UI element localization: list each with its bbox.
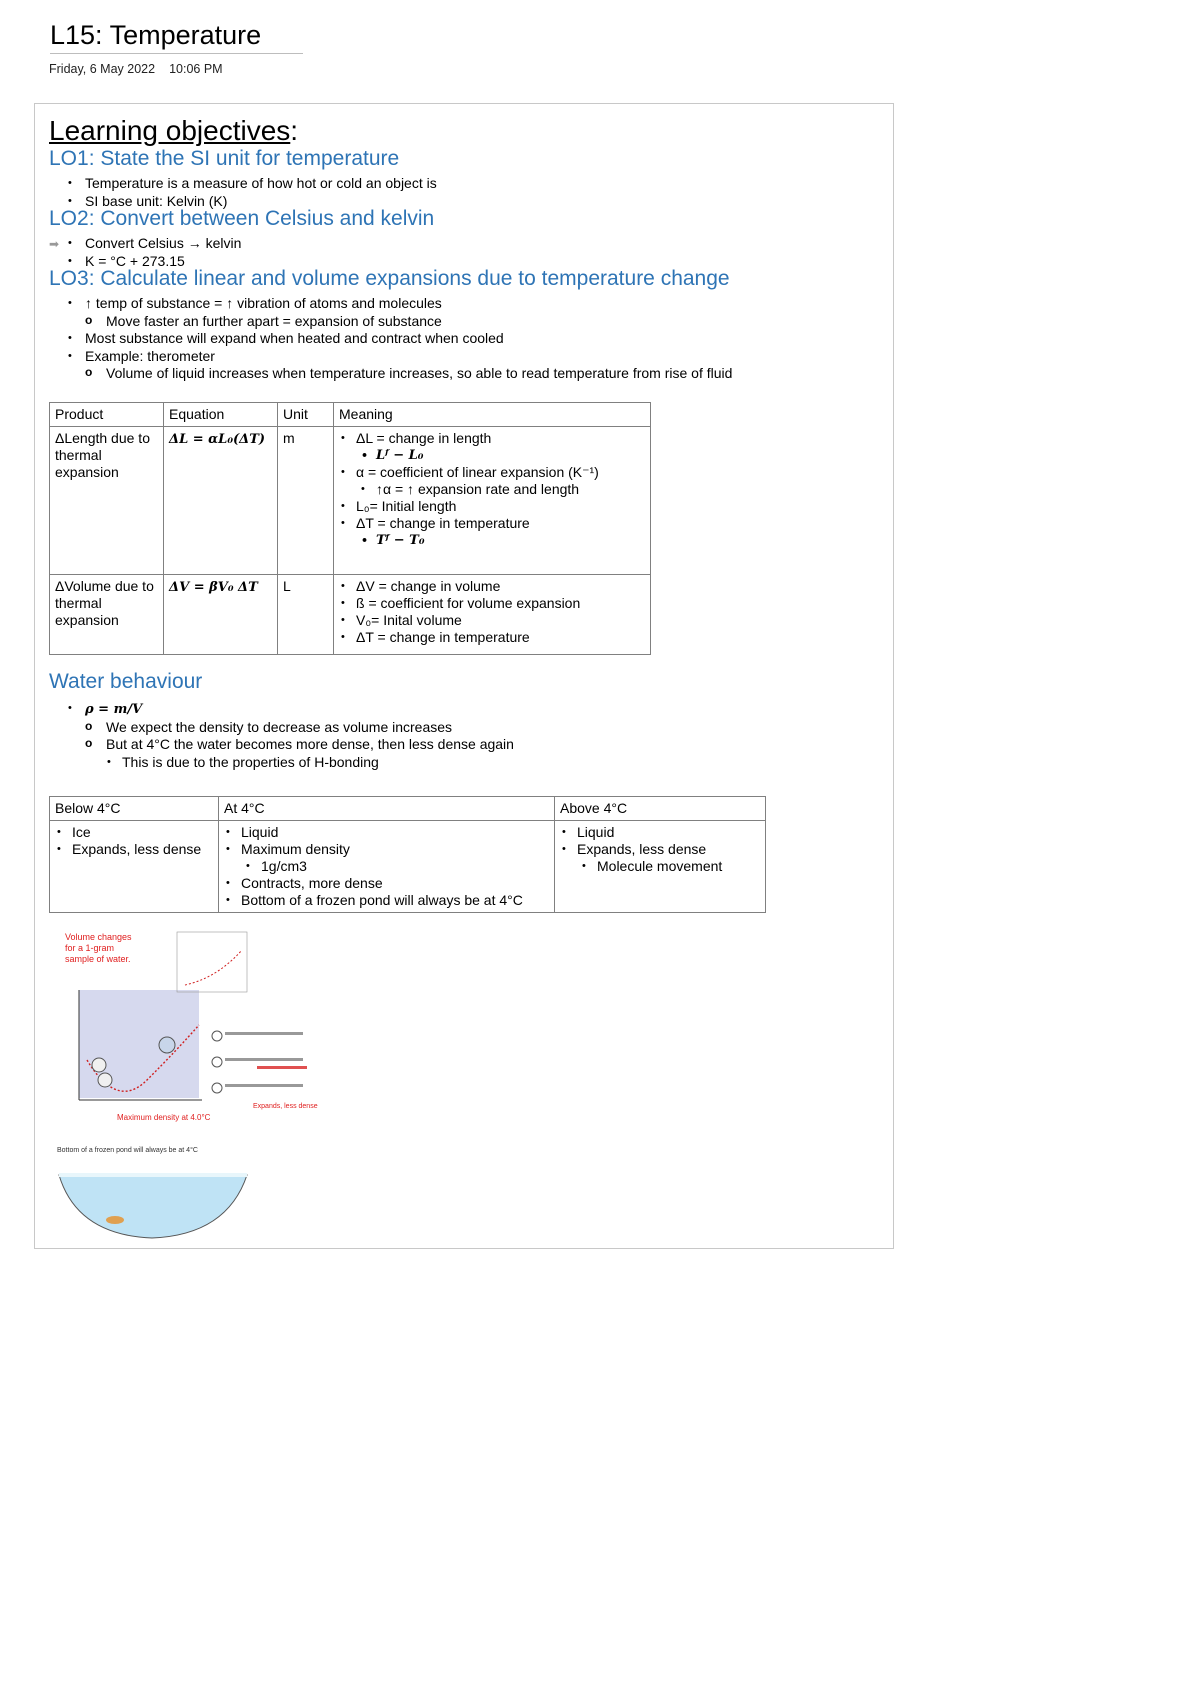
list-item: • ΔL = change in length: [339, 430, 645, 447]
page-date: Friday, 6 May 2022: [49, 62, 156, 76]
table-cell: [555, 821, 766, 913]
list-item: o Volume of liquid increases when temperature increases, so able to read temperature from rise of fluid: [66, 365, 732, 383]
table-cell: [50, 821, 219, 913]
lo3-list: [66, 295, 732, 383]
list-item: • 1g/cm3: [224, 858, 549, 875]
list-item: • Molecule movement: [560, 858, 760, 875]
frozen-pond-figure: [57, 1140, 257, 1240]
table-cell: [334, 575, 651, 655]
molecule-icon: [98, 1073, 112, 1087]
list-item: [66, 700, 514, 719]
list-item: • K = °C + 273.15: [66, 253, 241, 271]
lo2-list: [66, 235, 241, 270]
objectives-heading: Learning objectives:: [49, 115, 299, 146]
molecule-icon: [159, 1037, 175, 1053]
list-item: • α = coefficient of linear expansion (K⁻¹): [339, 464, 645, 481]
list-item: • ↑α = ↑ expansion rate and length: [339, 481, 645, 498]
list-item: • This is due to the properties of H-bonding: [66, 754, 514, 772]
table-header: Above 4°C: [555, 797, 766, 821]
figure-caption: for a 1-gram: [65, 943, 115, 953]
table-cell: [334, 427, 651, 575]
arrow-marker-icon: ➡: [49, 237, 60, 251]
list-item: • Expands, less dense: [55, 841, 213, 858]
list-item: • SI base unit: Kelvin (K): [66, 193, 437, 211]
lo3-heading: LO3: Calculate linear and volume expansions due to temperature change: [49, 267, 730, 290]
table-header-row: [50, 797, 766, 821]
table-cell: L: [278, 575, 334, 655]
list-item: • Expands, less dense: [560, 841, 760, 858]
table-header: Below 4°C: [50, 797, 219, 821]
list-item: • ΔT = change in temperature: [339, 515, 645, 532]
page-timestamp: [49, 62, 237, 76]
page-title: L15: Temperature: [50, 20, 303, 54]
list-item: • Temperature is a measure of how hot or cold an object is: [66, 175, 437, 193]
pond-caption: Bottom of a frozen pond will always be at 4°C: [57, 1147, 198, 1154]
water-list: [66, 700, 514, 771]
list-item: • Most substance will expand when heated and contract when cooled: [66, 330, 732, 348]
lo1-list: [66, 175, 437, 210]
table-header: Equation: [164, 403, 278, 427]
table-header: Unit: [278, 403, 334, 427]
lo1-heading: LO1: State the SI unit for temperature: [49, 147, 400, 170]
list-item: • Contracts, more dense: [224, 875, 549, 892]
list-item: • L₀= Initial length: [339, 498, 645, 515]
figure-bottom-caption: Maximum density at 4.0°C: [117, 1113, 211, 1122]
note3-text-icon: [225, 1084, 303, 1087]
note1-text-icon: [225, 1032, 303, 1035]
water-heading: Water behaviour: [49, 670, 203, 693]
list-item: • Maximum density: [224, 841, 549, 858]
water-table: [49, 796, 766, 913]
list-item: • V₀= Inital volume: [339, 612, 645, 629]
note2-icon: [212, 1057, 222, 1067]
list-item: o We expect the density to decrease as volume increases: [66, 719, 514, 737]
list-item: o But at 4°C the water becomes more dense, then less dense again: [66, 736, 514, 754]
list-item: • Tᶠ − T₀: [339, 532, 645, 549]
lo2-heading: LO2: Convert between Celsius and kelvin: [49, 207, 435, 230]
list-item: • ΔV = change in volume: [339, 578, 645, 595]
note2-text-icon: [225, 1058, 303, 1061]
table-header-row: [50, 403, 651, 427]
inset-plot: [177, 932, 247, 992]
table-row: [50, 575, 651, 655]
list-item: • Convert Celsius → kelvin: [66, 235, 241, 253]
list-item: • Example: therometer: [66, 348, 732, 366]
figure-caption: sample of water.: [65, 954, 131, 964]
table-cell: [164, 575, 278, 655]
list-item: • ↑ temp of substance = ↑ vibration of atoms and molecules: [66, 295, 732, 313]
pond-water: [59, 1175, 247, 1238]
density-formula: ρ = m/V: [85, 702, 143, 717]
note3-icon: [212, 1083, 222, 1093]
list-item: • ΔT = change in temperature: [339, 629, 645, 646]
list-item: • Bottom of a frozen pond will always be at 4°C: [224, 892, 549, 909]
equation: ΔV = βV₀ ΔT: [169, 580, 258, 595]
note3-red-text: Expands, less dense: [253, 1103, 318, 1110]
table-cell: ΔVolume due to thermal expansion: [50, 575, 164, 655]
table-cell: [219, 821, 555, 913]
inset-curve: [185, 950, 242, 985]
note2-red-icon: [257, 1066, 307, 1069]
list-item: • Liquid: [224, 824, 549, 841]
table-cell: m: [278, 427, 334, 575]
list-item: • Liquid: [560, 824, 760, 841]
table-cell: [164, 427, 278, 575]
table-cell: ΔLength due to thermal expansion: [50, 427, 164, 575]
molecule-icon: [92, 1058, 106, 1072]
page-time: 10:06 PM: [169, 62, 223, 76]
fish-icon: [106, 1216, 124, 1224]
table-row: [50, 427, 651, 575]
list-item: • ß = coefficient for volume expansion: [339, 595, 645, 612]
table-header: At 4°C: [219, 797, 555, 821]
table-header: Product: [50, 403, 164, 427]
water-volume-figure: [57, 930, 367, 1130]
note1-icon: [212, 1031, 222, 1041]
list-item: • Ice: [55, 824, 213, 841]
list-item: o Move faster an further apart = expansion of substance: [66, 313, 732, 331]
table-header: Meaning: [334, 403, 651, 427]
list-item: • Lᶠ − L₀: [339, 447, 645, 464]
figure-caption: Volume changes: [65, 932, 132, 942]
table-row: [50, 821, 766, 913]
expansion-table: [49, 402, 651, 655]
equation: ΔL = αL₀(ΔT): [169, 432, 266, 447]
